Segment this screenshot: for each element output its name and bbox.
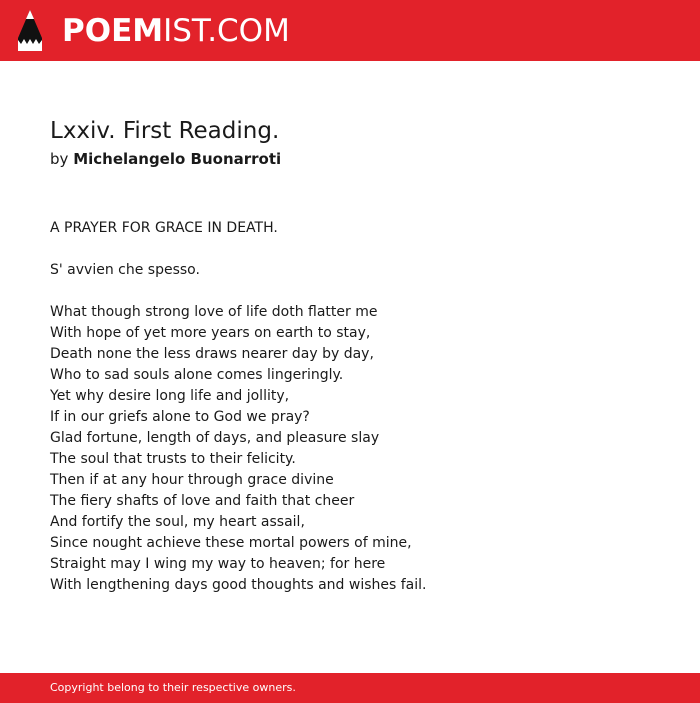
poem-line: The fiery shafts of love and faith that cheer bbox=[50, 493, 355, 509]
site-header bbox=[0, 0, 700, 61]
poem-line: Since nought achieve these mortal powers of mine, bbox=[50, 535, 412, 551]
poem-line: Death none the less draws nearer day by day, bbox=[50, 346, 374, 362]
poem-lines bbox=[50, 302, 426, 596]
poem-line: If in our griefs alone to God we pray? bbox=[50, 409, 310, 425]
poem-line: Glad fortune, length of days, and pleasure slay bbox=[50, 430, 380, 446]
by-label: by bbox=[50, 150, 69, 168]
poem-line: Yet why desire long life and jollity, bbox=[50, 388, 290, 404]
poem-incipit: S' avvien che spesso. bbox=[50, 262, 200, 278]
poem-line: Then if at any hour through grace divine bbox=[50, 472, 334, 488]
poem-heading: A PRAYER FOR GRACE IN DEATH. bbox=[50, 220, 278, 236]
poem-line: And fortify the soul, my heart assail, bbox=[50, 514, 305, 530]
poem-line: Who to sad souls alone comes lingeringly. bbox=[50, 367, 344, 383]
pencil-logo-icon[interactable] bbox=[17, 9, 43, 52]
poem-line: What though strong love of life doth flatter me bbox=[50, 304, 378, 320]
logo-text-bold: POEM bbox=[62, 13, 164, 49]
poem-line: With lengthening days good thoughts and wishes fail. bbox=[50, 577, 427, 593]
logo-text-light: IST.COM bbox=[163, 13, 290, 49]
site-footer bbox=[0, 673, 700, 703]
poem-line: The soul that trusts to their felicity. bbox=[50, 451, 296, 467]
poem-line: Straight may I wing my way to heaven; for here bbox=[50, 556, 386, 572]
byline bbox=[50, 148, 281, 170]
site-logo[interactable] bbox=[62, 13, 290, 49]
poem-body bbox=[50, 218, 426, 596]
author-name: Michelangelo Buonarroti bbox=[73, 150, 282, 168]
copyright-notice: Copyright belong to their respective owners. bbox=[50, 681, 296, 694]
poem-title: Lxxiv. First Reading. bbox=[50, 118, 280, 144]
poem-line: With hope of yet more years on earth to stay, bbox=[50, 325, 371, 341]
